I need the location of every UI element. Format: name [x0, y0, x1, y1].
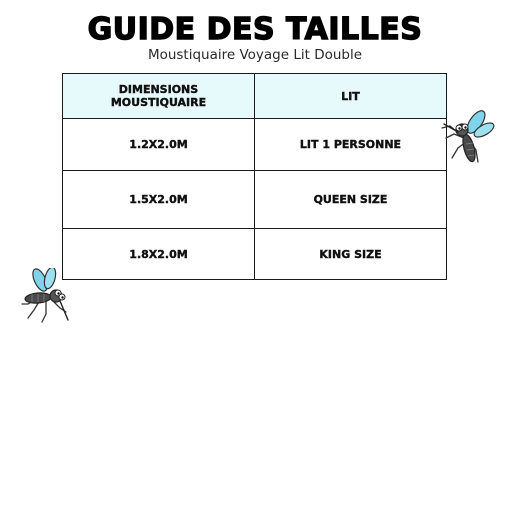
table-cell-dimension: 1.5X2.0M	[63, 171, 255, 229]
page-subtitle: Moustiquaire Voyage Lit Double	[147, 47, 363, 63]
table-row	[63, 119, 447, 171]
table-header-row	[63, 74, 447, 119]
table-row	[63, 229, 447, 280]
column-header-dimensions	[63, 74, 255, 119]
column-header-lit: LIT	[255, 74, 447, 119]
size-table	[62, 73, 447, 280]
table-cell-bed: QUEEN SIZE	[255, 171, 447, 229]
table-cell-bed: KING SIZE	[255, 229, 447, 280]
mosquito-icon	[436, 108, 498, 170]
table-row	[63, 171, 447, 229]
table-cell-dimension: 1.8X2.0M	[63, 229, 255, 280]
table-cell-bed: LIT 1 PERSONNE	[255, 119, 447, 171]
table-cell-dimension: 1.2X2.0M	[63, 119, 255, 171]
column-header-dimensions-label: DIMENSIONS MOUSTIQUAIRE	[110, 83, 207, 109]
page-title: GUIDE DES TAILLES	[87, 12, 423, 47]
mosquito-icon	[18, 268, 76, 326]
